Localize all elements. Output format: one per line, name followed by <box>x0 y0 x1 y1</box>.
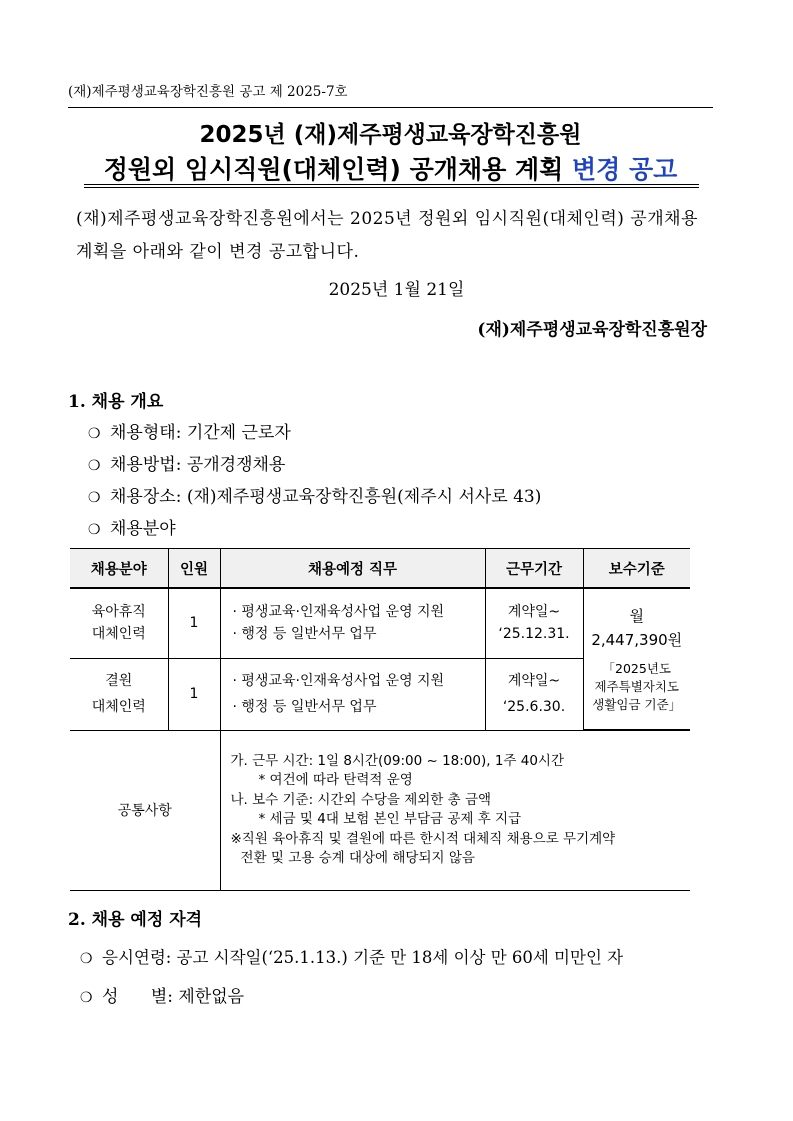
top-divider <box>68 107 713 108</box>
table-row <box>70 588 690 658</box>
pay-cell: 월 2,447,390원 「2025년도 제주특별자치도 생활임금 기준」 <box>583 588 690 730</box>
intro-paragraph: (재)제주평생교육장학진흥원에서는 2025년 정원외 임시직원(대체인력) 공개채용 계획을 아래와 같이 변경 공고합니다. <box>76 209 698 262</box>
table-header-row <box>70 549 690 589</box>
issuer: (재)제주평생교육장학진흥원장 <box>477 320 707 340</box>
notice-number: (재)제주평생교육장학진흥원 공고 제 2025-7호 <box>68 84 348 100</box>
bullet-item: ❍ 채용방법: 공개경쟁채용 <box>88 455 286 475</box>
circle-bullet-icon: ❍ <box>80 990 93 1006</box>
title-underline-thin <box>84 187 699 188</box>
count-cell: 1 <box>168 658 220 730</box>
header-duty: 채용예정 직무 <box>220 549 485 589</box>
field-cell: 결원 대체인력 <box>70 658 168 730</box>
duty-cell: · 평생교육·인재육성사업 운영 지원 · 행정 등 일반서무 업무 <box>220 658 485 730</box>
circle-bullet-icon: ❍ <box>88 458 101 474</box>
common-row <box>70 730 690 890</box>
header-field: 채용분야 <box>70 549 168 589</box>
period-cell: 계약일~ ‘25.6.30. <box>485 658 583 730</box>
common-details: 가. 근무 시간: 1일 8시간(09:00 ~ 18:00), 1주 40시간 * 여건에 따라 탄력적 운영 나. 보수 기준: 시간외 수당을 제외한 총 금액 * 세금 및 4대 보험 본인 부담금 공제 후 지급 ※직원 육아휴직 및 결원에 따른 한시적 대체직 채용으로 무기계약 전환 및 고용 승계 대상에 해당되지 않음 <box>220 730 690 890</box>
section-1-title: 1. 채용 개요 <box>68 392 164 412</box>
duty-cell: · 평생교육·인재육성사업 운영 지원 · 행정 등 일반서무 업무 <box>220 588 485 658</box>
common-label: 공통사항 <box>70 730 220 890</box>
bullet-item: ❍ 성 별: 제한없음 <box>80 987 245 1007</box>
title-line-1: 2025년 (재)제주평생교육장학진흥원 <box>199 122 582 148</box>
circle-bullet-icon: ❍ <box>88 522 101 538</box>
bullet-item: ❍ 채용장소: (재)제주평생교육장학진흥원(제주시 서사로 43) <box>88 487 542 507</box>
field-cell: 육아휴직 대체인력 <box>70 588 168 658</box>
section-2-title: 2. 채용 예정 자격 <box>68 910 203 930</box>
count-cell: 1 <box>168 588 220 658</box>
period-cell: 계약일~ ‘25.12.31. <box>485 588 583 658</box>
notice-date: 2025년 1월 21일 <box>328 280 465 300</box>
header-period: 근무기간 <box>485 549 583 589</box>
recruitment-table <box>70 548 690 891</box>
circle-bullet-icon: ❍ <box>80 951 93 967</box>
circle-bullet-icon: ❍ <box>88 426 101 442</box>
title-accent: 변경 공고 <box>571 155 678 184</box>
title-line-2 <box>68 150 713 186</box>
header-pay: 보수기준 <box>583 549 690 589</box>
title-underline <box>84 184 699 185</box>
header-count: 인원 <box>168 549 220 589</box>
title-main: 정원외 임시직원(대체인력) 공개채용 계획 <box>103 155 572 184</box>
bullet-item: ❍ 응시연령: 공고 시작일(‘25.1.13.) 기준 만 18세 이상 만 60세 미만인 자 <box>80 948 624 967</box>
bullet-item: ❍ 채용형태: 기간제 근로자 <box>88 423 291 443</box>
circle-bullet-icon: ❍ <box>88 490 101 506</box>
bullet-item: ❍ 채용분야 <box>88 519 176 539</box>
